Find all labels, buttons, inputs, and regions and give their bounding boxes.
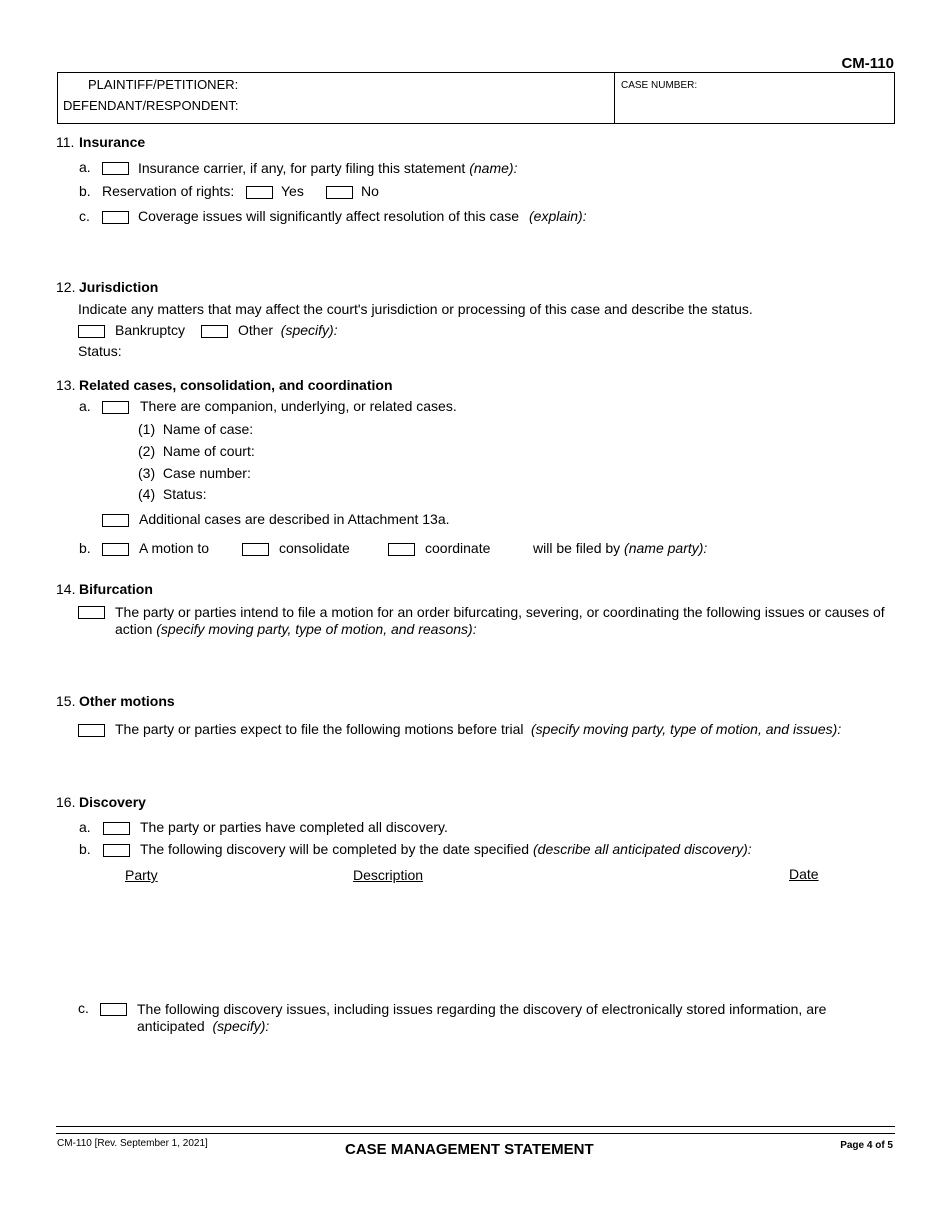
s16-title: Discovery (79, 794, 146, 810)
s13-item-3: (3) Case number: (138, 465, 251, 481)
caption-divider (614, 72, 615, 124)
s13-coordinate-label: coordinate (425, 540, 491, 556)
s11-yes-checkbox[interactable] (246, 186, 273, 199)
s16-b-text: The following discovery will be completed by the date specified (describe all anticipated discovery): (140, 841, 752, 857)
s13-a-checkbox[interactable] (102, 401, 129, 414)
s11-a-letter: a. (79, 159, 91, 175)
s11-b-letter: b. (79, 183, 91, 199)
s11-title: Insurance (79, 134, 146, 150)
s16-b-checkbox[interactable] (103, 844, 130, 857)
s11-a-text: Insurance carrier, if any, for party filing this statement (name): (138, 160, 518, 176)
s13-a-text: There are companion, underlying, or related cases. (140, 398, 457, 414)
form-id: CM-110 (841, 55, 894, 72)
s13-item-1: (1) Name of case: (138, 421, 254, 437)
s11-c-text: Coverage issues will significantly affect resolution of this case (138, 208, 520, 224)
s16-c-text: The following discovery issues, including issues regarding the discovery of electronically stored information, are anticipated (specify): (137, 1001, 827, 1034)
footer-rule-top (56, 1126, 895, 1127)
s15-number: 15. (56, 693, 76, 709)
footer-title: CASE MANAGEMENT STATEMENT (345, 1141, 594, 1158)
defendant-label: DEFENDANT/RESPONDENT: (63, 98, 239, 113)
s11-number: 11. (56, 134, 75, 150)
s16-c-letter: c. (78, 1000, 89, 1016)
s13-a-letter: a. (79, 398, 91, 414)
footer-rev: CM-110 [Rev. September 1, 2021] (57, 1138, 208, 1149)
s16-number: 16. (56, 794, 76, 810)
s12-title: Jurisdiction (79, 279, 159, 295)
s15-hint: (specify moving party, type of motion, and issues): (531, 721, 842, 737)
s11-b-text: Reservation of rights: (102, 183, 235, 199)
s16-c-checkbox[interactable] (100, 1003, 127, 1016)
s13-additional-text: Additional cases are described in Attachment 13a. (139, 511, 450, 527)
col-description: Description (353, 867, 424, 883)
s14-text: The party or parties intend to file a motion for an order bifurcating, severing, or coordinating the following issues or causes of action (specify moving party, type of motion, and reasons): (115, 604, 885, 637)
s13-item-2: (2) Name of court: (138, 443, 255, 459)
s13-number: 13. (56, 377, 76, 393)
case-number-label: CASE NUMBER: (621, 80, 698, 91)
s12-bankruptcy-label: Bankruptcy (115, 322, 186, 338)
s16-a-letter: a. (79, 819, 91, 835)
s14-number: 14. (56, 581, 76, 597)
s12-bankruptcy-checkbox[interactable] (78, 325, 105, 338)
s11-no-checkbox[interactable] (326, 186, 353, 199)
s13-consolidate-label: consolidate (279, 540, 350, 556)
s13-consolidate-checkbox[interactable] (242, 543, 269, 556)
s12-intro: Indicate any matters that may affect the court's jurisdiction or processing of this case and describe the status. (78, 301, 753, 317)
s13-motion-checkbox[interactable] (102, 543, 129, 556)
s12-other-label: Other (specify): (238, 322, 338, 338)
s13-motion-label: A motion to (139, 540, 210, 556)
s13-item-4: (4) Status: (138, 486, 207, 502)
s13-title: Related cases, consolidation, and coordination (79, 377, 393, 393)
s13-filed-by: will be filed by (name party): (533, 540, 708, 556)
s13-additional-checkbox[interactable] (102, 514, 129, 527)
s16-a-text: The party or parties have completed all discovery. (140, 819, 448, 835)
s11-c-letter: c. (79, 208, 90, 224)
footer-page: Page 4 of 5 (840, 1140, 893, 1151)
s11-a-checkbox[interactable] (102, 162, 129, 175)
s13-coordinate-checkbox[interactable] (388, 543, 415, 556)
s12-other-checkbox[interactable] (201, 325, 228, 338)
s11-yes-label: Yes (281, 183, 304, 199)
s14-checkbox[interactable] (78, 606, 105, 619)
s15-checkbox[interactable] (78, 724, 105, 737)
s11-c-checkbox[interactable] (102, 211, 129, 224)
s12-status: Status: (78, 343, 122, 359)
s12-number: 12. (56, 279, 76, 295)
s14-title: Bifurcation (79, 581, 153, 597)
plaintiff-label: PLAINTIFF/PETITIONER: (88, 77, 239, 92)
col-party: Party (125, 867, 158, 883)
s11-c-hint: (explain): (529, 208, 587, 224)
footer-rule-bottom (56, 1133, 895, 1134)
s15-title: Other motions (79, 693, 175, 709)
s15-text: The party or parties expect to file the following motions before trial (115, 721, 524, 737)
s16-a-checkbox[interactable] (103, 822, 130, 835)
col-date: Date (789, 866, 819, 882)
s16-b-letter: b. (79, 841, 91, 857)
s13-b-letter: b. (79, 540, 91, 556)
s11-no-label: No (361, 183, 379, 199)
